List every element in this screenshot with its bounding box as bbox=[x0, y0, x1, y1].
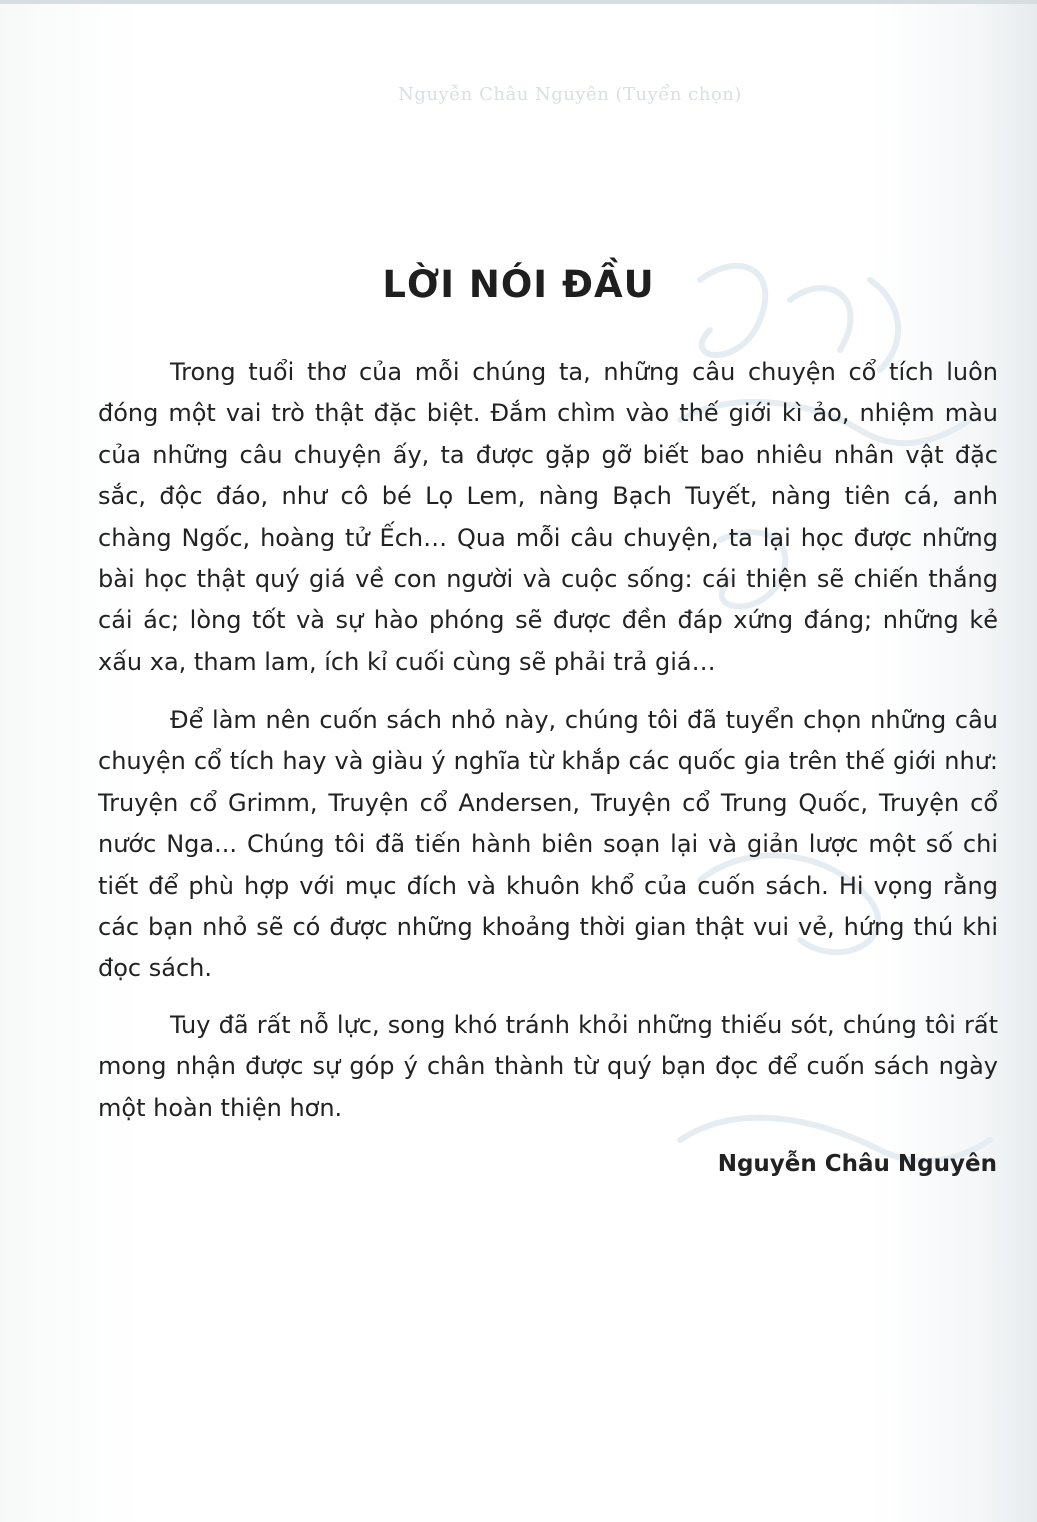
paragraph-2: Để làm nên cuốn sách nhỏ này, chúng tôi đã tuyển chọn những câu chuyện cổ tích hay và giàu ý nghĩa từ khắp các quốc gia trên thế giới như: Truyện cổ Grimm, Truyện cổ Andersen, Truyện cổ Trung Quốc, Truyện cổ nước Nga... Chúng tôi đã tiến hành biên soạn lại và giản lược một số chi tiết để phù hợp với mục đích và khuôn khổ của cuốn sách. Hi vọng rằng các bạn nhỏ sẽ có được những khoảng thời gian thật vui vẻ, hứng thú khi đọc sách. bbox=[98, 706, 998, 983]
paragraph-3: Tuy đã rất nỗ lực, song khó tránh khỏi những thiếu sót, chúng tôi rất mong nhận được sự góp ý chân thành từ quý bạn đọc để cuốn sách ngày một hoàn thiện hơn. bbox=[98, 1011, 998, 1122]
page-title: LỜI NÓI ĐẦU bbox=[382, 263, 655, 306]
paragraph-1: Trong tuổi thơ của mỗi chúng ta, những câu chuyện cổ tích luôn đóng một vai trò thật đặc biệt. Đắm chìm vào thế giới kì ảo, nhiệm màu của những câu chuyện ấy, ta được gặp gỡ biết bao nhiêu nhân vật đặc sắc, độc đáo, như cô bé Lọ Lem, nàng Bạch Tuyết, nàng tiên cá, anh chàng Ngốc, hoàng tử Ếch… Qua mỗi câu chuyện, ta lại học được những bài học thật quý giá về con người và cuộc sống: cái thiện sẽ chiến thắng cái ác; lòng tốt và sự hào phóng sẽ được đền đáp xứng đáng; những kẻ xấu xa, tham lam, ích kỉ cuối cùng sẽ phải trả giá… bbox=[98, 358, 998, 676]
bleed-through-header: Nguyễn Châu Nguyên (Tuyển chọn) bbox=[398, 84, 742, 105]
author-signature: Nguyễn Châu Nguyên bbox=[717, 1151, 997, 1177]
top-edge-rule bbox=[0, 0, 1037, 4]
